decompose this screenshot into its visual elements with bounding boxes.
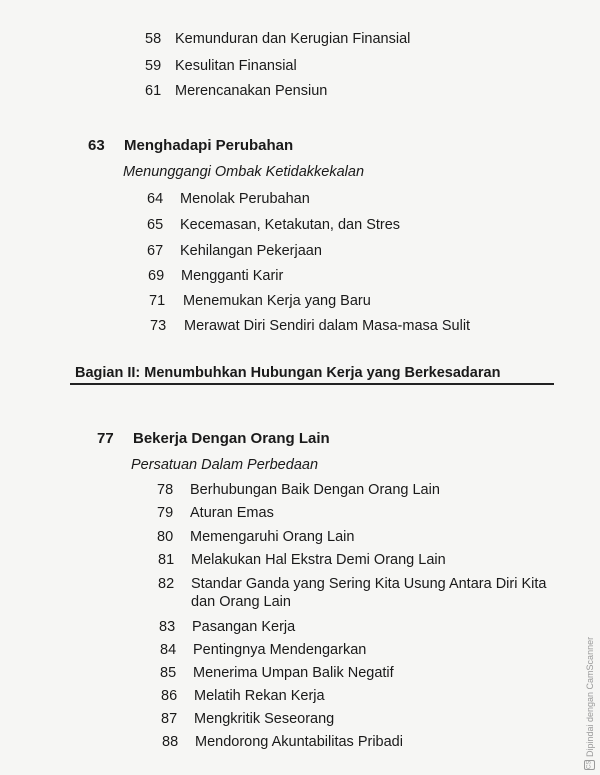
toc-entry-64 [147, 190, 310, 208]
page-number: 84 [160, 642, 177, 658]
page-number: 69 [148, 268, 165, 284]
chapter-number: 63 [88, 137, 105, 154]
entry-title: Pentingnya Mendengarkan [193, 642, 367, 658]
toc-entry-86 [161, 687, 325, 705]
toc-entry-71 [149, 292, 371, 310]
toc-entry-82 [158, 575, 561, 611]
toc-entry-83 [159, 618, 295, 636]
entry-title: Kemunduran dan Kerugian Finansial [175, 31, 411, 47]
entry-title: Aturan Emas [190, 505, 274, 521]
page-number: 87 [161, 711, 178, 727]
toc-entry-58 [145, 30, 410, 48]
entry-title: Mengkritik Seseorang [194, 711, 335, 727]
entry-title: Mengganti Karir [181, 268, 284, 284]
page-number: 78 [157, 482, 174, 498]
entry-title: Melatih Rekan Kerja [194, 688, 325, 704]
page-number: 59 [145, 58, 162, 74]
page-number: 64 [147, 191, 164, 207]
entry-title: Mendorong Akuntabilitas Pribadi [195, 734, 403, 750]
chapter-heading-63 [88, 137, 293, 154]
page-number: 83 [159, 619, 176, 635]
page-number: 88 [162, 734, 179, 750]
toc-entry-87 [161, 710, 334, 728]
chapter-subtitle-77: Persatuan Dalam Perbedaan [131, 457, 319, 473]
entry-title: Melakukan Hal Ekstra Demi Orang Lain [191, 552, 446, 568]
toc-entry-67 [147, 242, 322, 260]
entry-title: Kecemasan, Ketakutan, dan Stres [180, 217, 401, 233]
page-number: 58 [145, 31, 162, 47]
toc-entry-84 [160, 641, 366, 659]
entry-title: Menolak Perubahan [180, 191, 310, 207]
page-number: 79 [157, 505, 174, 521]
scanner-watermark [583, 636, 597, 770]
chapter-heading-77 [97, 430, 330, 447]
page-number: 81 [158, 552, 175, 568]
camscanner-icon: CS [585, 760, 596, 770]
page-number: 67 [147, 243, 164, 259]
part-divider [70, 383, 554, 385]
page-number: 86 [161, 688, 178, 704]
toc-entry-80 [157, 528, 354, 546]
page-number: 65 [147, 217, 164, 233]
page-number: 71 [149, 293, 166, 309]
toc-entry-73 [150, 317, 470, 335]
page-number: 80 [157, 529, 174, 545]
entry-title: Kesulitan Finansial [175, 58, 297, 74]
toc-entry-69 [148, 267, 283, 285]
toc-entry-85 [160, 664, 394, 682]
entry-title: Merawat Diri Sendiri dalam Masa-masa Sulit [184, 318, 471, 334]
page-number: 73 [150, 318, 167, 334]
toc-entry-78 [157, 481, 440, 499]
entry-title: Kehilangan Pekerjaan [180, 243, 322, 259]
toc-entry-61 [145, 82, 327, 100]
toc-entry-88 [162, 733, 403, 751]
toc-entry-81 [158, 551, 446, 569]
entry-title: Merencanakan Pensiun [175, 83, 328, 99]
watermark-text: Dipindai dengan CamScanner [585, 636, 595, 757]
part-heading: Bagian II: Menumbuhkan Hubungan Kerja yang Berkesadaran [75, 365, 501, 381]
entry-title: Pasangan Kerja [192, 619, 296, 635]
chapter-title: Bekerja Dengan Orang Lain [133, 430, 330, 447]
toc-entry-79 [157, 504, 274, 522]
page-number: 61 [145, 83, 162, 99]
entry-title: Berhubungan Baik Dengan Orang Lain [190, 482, 440, 498]
entry-title: Memengaruhi Orang Lain [190, 529, 355, 545]
entry-title: Standar Ganda yang Sering Kita Usung Antara Diri Kita dan Orang Lain [191, 576, 547, 610]
chapter-subtitle-63: Menunggangi Ombak Ketidakkekalan [123, 164, 365, 180]
entry-title: Menemukan Kerja yang Baru [183, 293, 371, 309]
page-number: 85 [160, 665, 177, 681]
toc-entry-59 [145, 57, 297, 75]
page-number: 82 [158, 576, 175, 592]
toc-entry-65 [147, 216, 400, 234]
entry-title: Menerima Umpan Balik Negatif [193, 665, 394, 681]
chapter-title: Menghadapi Perubahan [124, 137, 294, 154]
chapter-number: 77 [97, 430, 114, 447]
